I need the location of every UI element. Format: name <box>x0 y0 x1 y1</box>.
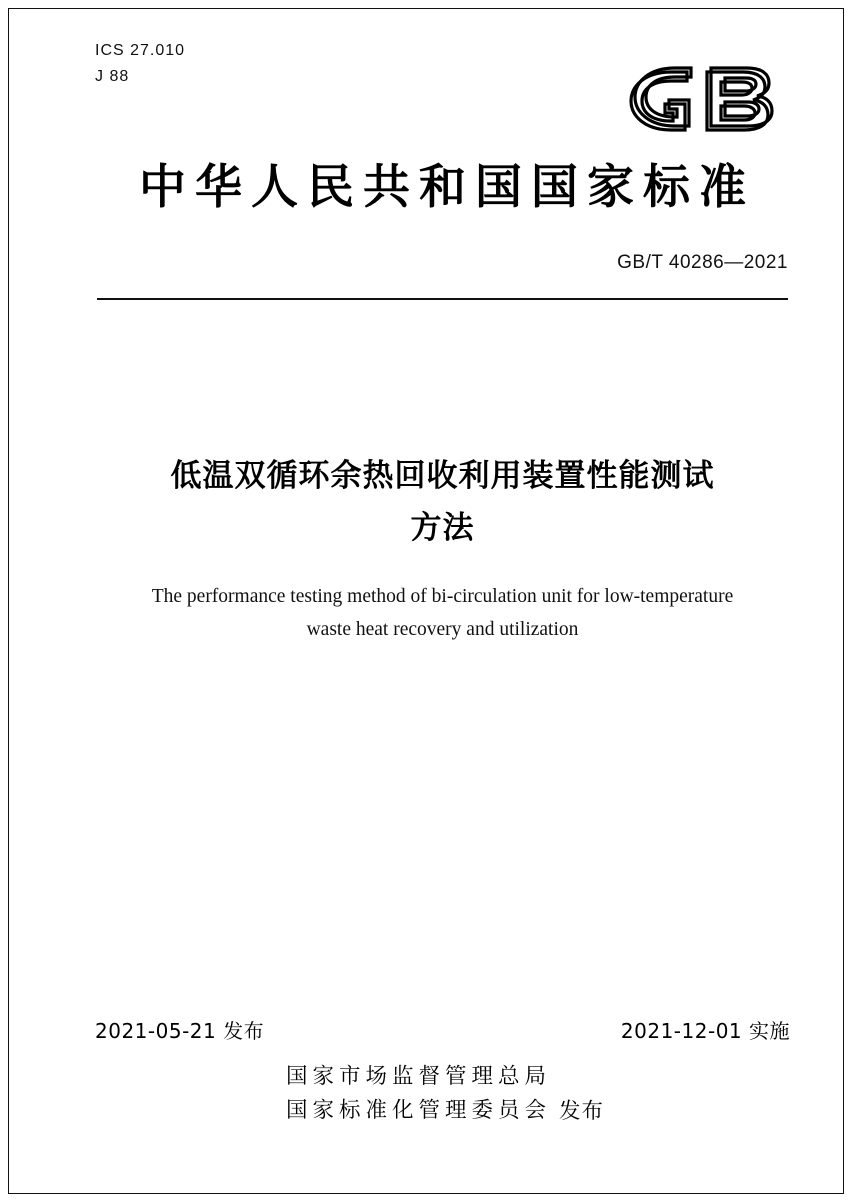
issue-date: 2021-05-21 发布 <box>95 1019 265 1043</box>
issuer-line-1: 国家市场监督管理总局 <box>285 1064 551 1089</box>
issuing-bodies <box>95 1060 790 1128</box>
gb-logo-icon <box>615 60 790 142</box>
cover-content <box>95 30 790 1170</box>
effective-date: 2021-12-01 实施 <box>620 1019 790 1043</box>
issuer-names <box>281 1060 551 1128</box>
national-standard-header: 中华人民共和国国家标准 <box>139 160 755 215</box>
document-title-en-line1: The performance testing method of bi-circulation unit for low-temperature <box>151 586 734 607</box>
document-title-cn-line1: 低温双循环余热回收利用装置性能测试 <box>170 458 715 494</box>
issuer-line-2: 国家标准化管理委员会 <box>285 1098 551 1123</box>
document-title-en-line2: waste heat recovery and utilization <box>306 619 579 640</box>
ics-code: ICS 27.010 <box>95 42 186 59</box>
issue-verb: 发布 <box>559 1099 605 1124</box>
horizontal-divider <box>97 298 788 300</box>
classification-codes <box>95 38 185 90</box>
standard-number: GB/T 40286—2021 <box>617 252 788 273</box>
dates-row <box>95 1015 790 1044</box>
document-title-en <box>95 580 790 646</box>
document-title-cn <box>95 450 790 554</box>
classification-code: J 88 <box>95 68 130 85</box>
document-title-cn-line2: 方法 <box>410 510 475 546</box>
